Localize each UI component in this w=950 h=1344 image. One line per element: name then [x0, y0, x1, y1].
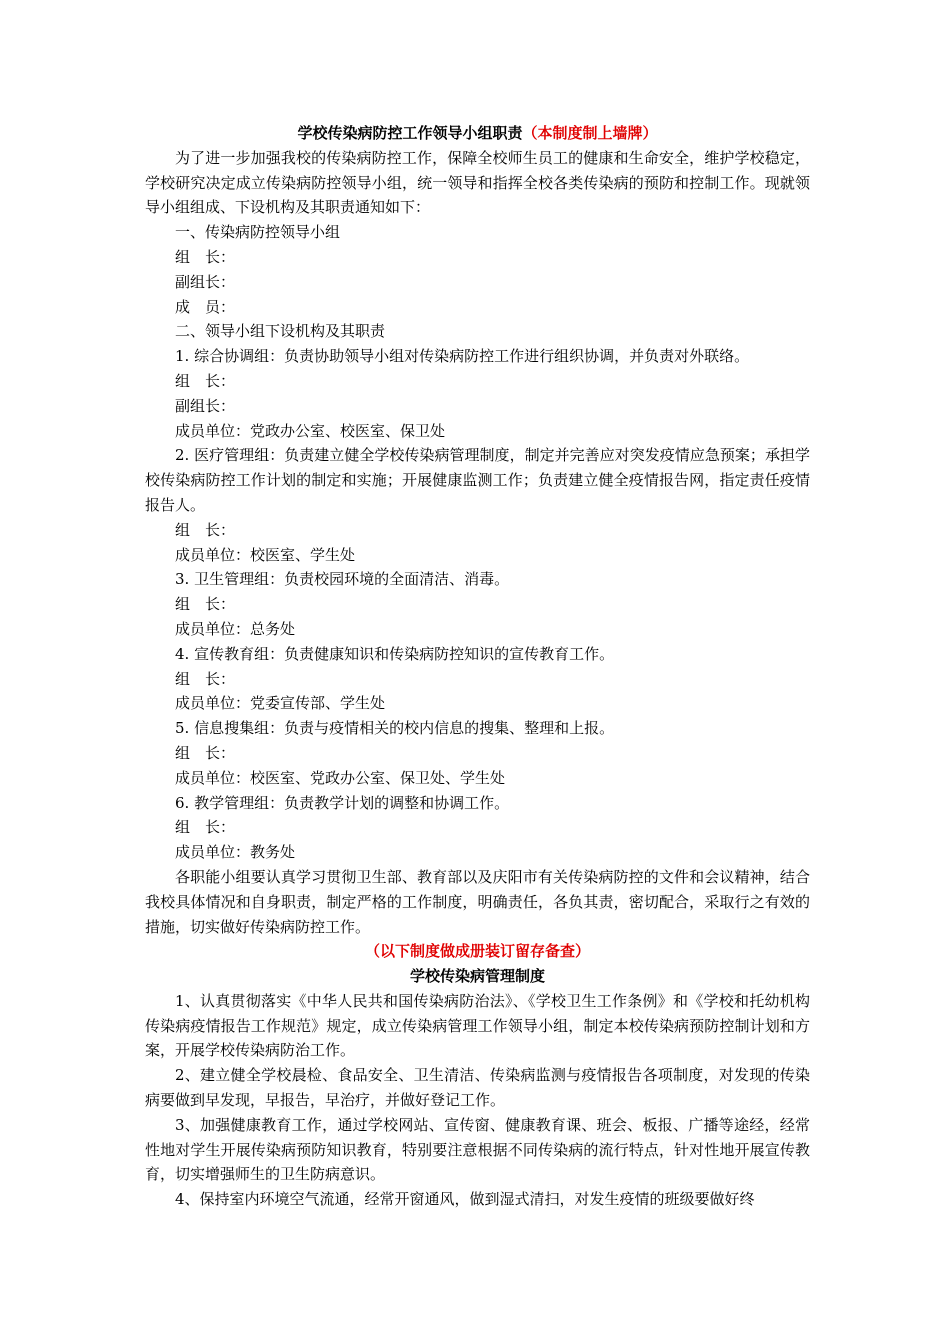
group1-leader: 组 长：: [175, 371, 236, 390]
regulation-item-1: 1、认真贯彻落实《中华人民共和国传染病防治法》、《学校卫生工作条例》和《学校和托幼机构传染病疫情报告工作规范》规定，成立传染病管理工作领导小组，制定本校传染病预防控制计划和方案，开展学校传染病防治工作。: [145, 991, 810, 1060]
group4-leader: 组 长：: [175, 669, 236, 688]
group1-units: 成员单位：党政办公室、校医室、保卫处: [175, 421, 446, 440]
regulation-item-2: 2、建立健全学校晨检、食品安全、卫生清洁、传染病监测与疫情报告各项制度，对发现的传染病要做到早发现，早报告，早治疗，并做好登记工作。: [145, 1066, 810, 1110]
section2-title: 学校传染病管理制度: [409, 967, 545, 986]
group6-leader: 组 长：: [175, 818, 236, 837]
group3-desc: 3. 卫生管理组：负责校园环境的全面清洁、消毒。: [175, 570, 510, 589]
members-line: 成 员：: [175, 297, 236, 316]
group6-desc: 6. 教学管理组：负责教学计划的调整和协调工作。: [175, 793, 510, 812]
group4-desc: 4. 宣传教育组：负责健康知识和传染病防控知识的宣传教育工作。: [175, 644, 615, 663]
heading-sub-agencies: 二、领导小组下设机构及其职责: [175, 322, 386, 341]
group1-deputy: 副组长：: [175, 396, 236, 415]
group3-leader: 组 长：: [175, 595, 236, 614]
group5-leader: 组 长：: [175, 743, 236, 762]
section1-title: [145, 121, 810, 146]
group3-units: 成员单位：总务处: [175, 619, 296, 638]
regulation-item-3: 3、加强健康教育工作，通过学校网站、宣传窗、健康教育课、班会、板报、广播等途经，经常性地对学生开展传染病预防知识教育，特别要注意根据不同传染病的流行特点，针对性地开展宣传教育，切实增强师生的卫生防病意识。: [145, 1115, 810, 1184]
section1-closing: 各职能小组要认真学习贯彻卫生部、教育部以及庆阳市有关传染病防控的文件和会议精神，结合我校具体情况和自身职责，制定严格的工作制度，明确责任，各负其责，密切配合，采取行之有效的措施，切实做好传染病防控工作。: [145, 867, 810, 936]
section1-title-note: （本制度制上墙牌）: [522, 124, 658, 142]
leader-line: 组 长：: [175, 247, 236, 266]
group1-desc: 1. 综合协调组：负责协助领导小组对传染病防控工作进行组织协调，并负责对外联络。: [175, 347, 750, 366]
document-body: [145, 121, 810, 1212]
section1-intro: 为了进一步加强我校的传染病防控工作，保障全校师生员工的健康和生命安全，维护学校稳定，学校研究决定成立传染病防控领导小组，统一领导和指挥全校各类传染病的预防和控制工作。现就领导小组组成、下设机构及其职责通知如下：: [145, 148, 810, 217]
group2-leader: 组 长：: [175, 520, 236, 539]
group2-units: 成员单位：校医室、学生处: [175, 545, 356, 564]
group5-units: 成员单位：校医室、党政办公室、保卫处、学生处: [175, 768, 506, 787]
regulation-item-4: 4、保持室内环境空气流通，经常开窗通风，做到湿式清扫，对发生疫情的班级要做好终: [175, 1190, 755, 1209]
section2-note: （以下制度做成册装订留存备查）: [364, 942, 590, 961]
group6-units: 成员单位：教务处: [175, 843, 296, 862]
heading-leadership-group: 一、传染病防控领导小组: [175, 223, 341, 242]
group4-units: 成员单位：党委宣传部、学生处: [175, 694, 386, 713]
group5-desc: 5. 信息搜集组：负责与疫情相关的校内信息的搜集、整理和上报。: [175, 719, 615, 738]
section1-title-text: 学校传染病防控工作领导小组职责: [297, 124, 523, 142]
deputy-line: 副组长：: [175, 272, 236, 291]
group2-desc: 2. 医疗管理组：负责建立健全学校传染病管理制度，制定并完善应对突发疫情应急预案；承担学校传染病防控工作计划的制定和实施；开展健康监测工作；负责建立健全疫情报告网，指定责任疫情报告人。: [145, 446, 810, 514]
